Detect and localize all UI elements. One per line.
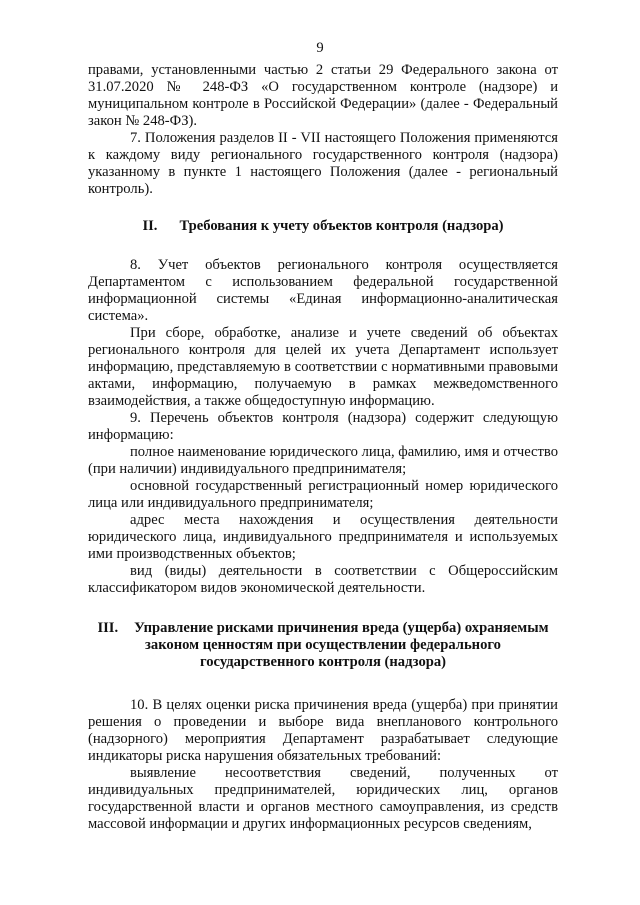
section-2-number: II.: [142, 218, 158, 234]
paragraph-9: 9. Перечень объектов контроля (надзора) содержит следующую информацию:: [88, 410, 558, 443]
paragraph-8: 8. Учет объектов регионального контроля осуществляется Департаментом с использованием федеральной государственной информационной системы «Единая информационно-аналитическая система».: [88, 257, 558, 324]
paragraph-collection: При сборе, обработке, анализе и учете сведений об объектах регионального контроля для целей их учета Департамент использует информацию, представляемую в соответствии с нормативными правовыми актами, информацию, получаемую в рамках межведомственного взаимодействия, а также общедоступную информацию.: [88, 325, 558, 409]
list-item-activity-type: вид (виды) деятельности в соответствии с Общероссийским классификатором видов экономической деятельности.: [88, 563, 558, 596]
section-3-title-text-1: Управление рисками причинения вреда (ущерба) охраняемым: [134, 620, 549, 636]
list-item-address: адрес места нахождения и осуществления деятельности юридического лица, индивидуального предпринимателя и используемых ими производственных объектов;: [88, 512, 558, 562]
list-item-registration-number: основной государственный регистрационный номер юридического лица или индивидуального предпринимателя;: [88, 478, 558, 511]
page-number: 9: [316, 40, 324, 56]
paragraph-7: 7. Положения разделов II - VII настоящего Положения применяются к каждому виду регионального государственного контроля (надзора) указанному в пункте 1 настоящего Положения (далее - региональный контроль).: [88, 130, 558, 197]
section-3-title-line-3: государственного контроля (надзора): [199, 654, 447, 670]
section-3-title-line-1: [88, 620, 558, 637]
section-2-heading: [88, 218, 558, 235]
paragraph-intro-continuation: правами, установленными частью 2 статьи 29 Федерального закона от 31.07.2020 № 248-ФЗ «О государственном контроле (надзоре) и муниципальном контроле в Российской Федерации» (далее - Федеральный закон № 248-ФЗ).: [88, 62, 558, 129]
section-3-title-line-2: законом ценностям при осуществлении федерального: [145, 637, 501, 653]
document-body: [88, 62, 558, 833]
section-3-number: III.: [97, 620, 119, 636]
section-3-heading: [88, 620, 558, 671]
section-2-title: Требования к учету объектов контроля (надзора): [179, 218, 504, 234]
paragraph-10: 10. В целях оценки риска причинения вреда (ущерба) при принятии решения о проведении и выборе вида внепланового контрольного (надзорного) мероприятия Департамент разрабатывает следующие индикаторы риска нарушения обязательных требований:: [88, 697, 558, 764]
paragraph-indicator-1: выявление несоответствия сведений, полученных от индивидуальных предпринимателей, юридических лиц, органов государственной власти и органов местного самоуправления, из средств массовой информации и других информационных ресурсов сведениям,: [88, 765, 558, 832]
list-item-name: полное наименование юридического лица, фамилию, имя и отчество (при наличии) индивидуального предпринимателя;: [88, 444, 558, 477]
